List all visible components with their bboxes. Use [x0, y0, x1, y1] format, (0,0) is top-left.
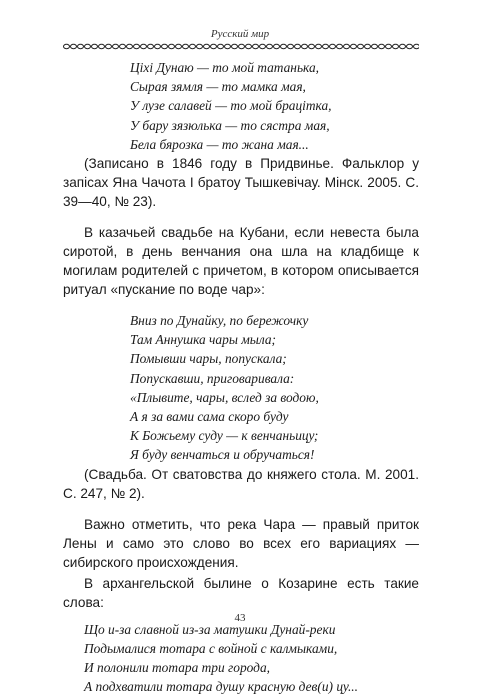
verse-line: Подымалися тотара с войной с калмыками, [84, 640, 338, 656]
paragraph-2 [63, 515, 419, 572]
paragraph-1 [63, 223, 419, 299]
paragraph-text: В архангельской былине о Козарине есть такие слова: [63, 575, 419, 610]
verse-line: Помывши чары, попускала; [130, 351, 287, 367]
verse-line: Що и-за славной из-за матушки Дунай-реки [84, 621, 336, 637]
verse-line: А я за вами сама скоро буду [130, 409, 289, 425]
source-citation-1: (Записано в 1846 году в Придвинье. Фальклор у запісах Яна Чачота І братоу Тышкевічау. Мінск. 2005. С. 39—40, № 23). [63, 156, 419, 210]
verse-line: Я буду венчаться и обручаться! [130, 447, 315, 463]
verse-line: Попускавши, приговаривала: [130, 370, 295, 386]
verse-block-3 [84, 620, 419, 696]
verse-line: А подхватили тотара душу красную дев(и) цу... [84, 679, 358, 695]
paragraph-text: В казачьей свадьбе на Кубани, если невеста была сиротой, в день венчания она шла на кладбище к могилам родителей с причетом, в котором описывается ритуал «пускание по воде чар»: [63, 225, 419, 298]
source-citation-2: (Свадьба. От сватовства до княжего стола. М. 2001. С. 247, № 2). [63, 466, 419, 501]
page-number: 43 [234, 612, 246, 624]
paragraph-3 [63, 574, 419, 612]
verse-line: У бару зязюлька — то сястра мая, [130, 117, 330, 133]
verse-line: «Плывите, чары, вслед за водою, [130, 389, 319, 405]
verse-line: У лузе салавей — то мой брацітка, [130, 98, 332, 114]
running-head: Русский мир [210, 28, 270, 40]
paragraph-text: Важно отметить, что река Чара — правый приток Лены и само это слово во всех его вариациях — сибирского происхождения. [63, 516, 419, 570]
verse-line: Ціхі Дунаю — то мой татанька, [130, 60, 320, 75]
verse-block-2 [130, 311, 419, 465]
verse-line: Бела бярозка — то жана мая... [130, 136, 309, 152]
verse-line: К Божьему суду — к венчаньицу; [130, 428, 319, 444]
verse-line: И полонили тотара три города, [84, 660, 270, 676]
verse-line: Там Аннушка чары мыла; [130, 332, 277, 348]
ornament-rule [63, 43, 419, 50]
verse-line: Вниз по Дунайку, по бережочку [130, 313, 309, 329]
verse-block-1 [130, 58, 419, 154]
verse-line: Сырая зямля — то мамка мая, [130, 79, 306, 95]
page-body [63, 58, 419, 696]
